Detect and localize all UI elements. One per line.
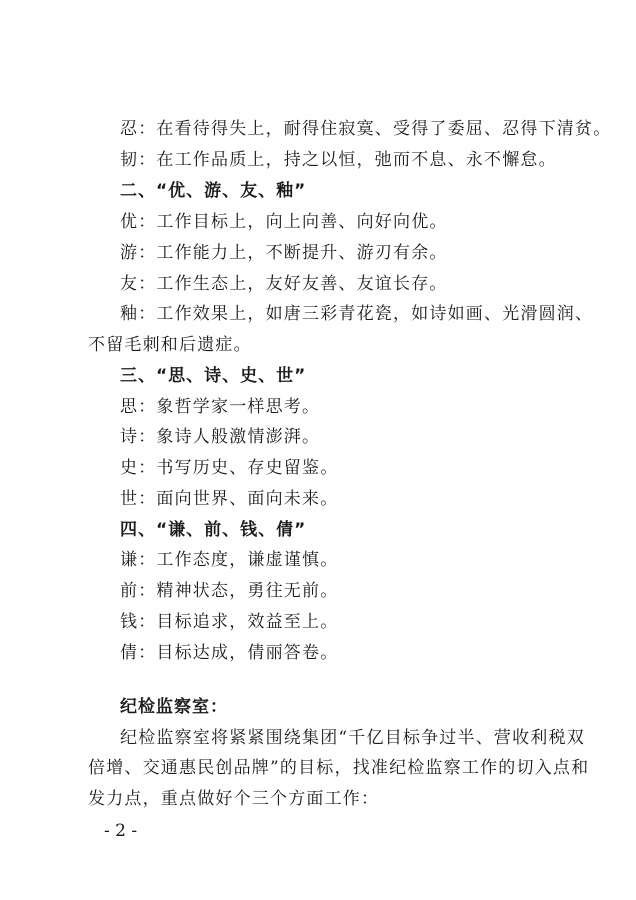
paragraph-line: 纪检监察室将紧紧围绕集团“千亿目标争过半、营收利税双: [120, 728, 585, 748]
paragraph-line: 史：书写历史、存史留鉴。: [120, 458, 339, 478]
paragraph-line: 优：工作目标上，向上向善、向好向优。: [120, 212, 448, 232]
section-heading: 二、“优、游、友、釉”: [120, 181, 307, 201]
paragraph-line: 倍增、交通惠民创品牌”的目标，找准纪检监察工作的切入点和: [88, 758, 590, 778]
section-heading: 三、“思、诗、史、世”: [120, 366, 307, 386]
paragraph-line: 思：象哲学家一样思考。: [120, 397, 321, 417]
paragraph-line: 友：工作生态上，友好友善、友谊长存。: [120, 274, 448, 294]
paragraph-line: 倩：目标达成，倩丽答卷。: [120, 643, 339, 663]
paragraph-line: 钱：目标追求，效益至上。: [120, 612, 339, 632]
page-number: - 2 -: [104, 821, 138, 841]
paragraph-line: 釉：工作效果上，如唐三彩青花瓷，如诗如画、光滑圆润、: [120, 304, 594, 324]
section-heading: 四、“谦、前、钱、倩”: [120, 520, 307, 540]
paragraph-line: 不留毛刺和后遗症。: [88, 335, 252, 355]
paragraph-line: 诗：象诗人般激情澎湃。: [120, 427, 321, 447]
paragraph-line: 世：面向世界、面向未来。: [120, 489, 339, 509]
paragraph-line: 前：精神状态，勇往无前。: [120, 581, 339, 601]
paragraph-line: 韧：在工作品质上，持之以恒，弛而不息、永不懈怠。: [120, 150, 557, 170]
paragraph-line: 谦：工作态度，谦虚谨慎。: [120, 550, 339, 570]
paragraph-line: 发力点，重点做好个三个方面工作：: [88, 789, 380, 809]
section-heading: 纪检监察室：: [120, 697, 228, 717]
paragraph-line: 忍：在看待得失上，耐得住寂寞、受得了委屈、忍得下清贫。: [120, 119, 612, 139]
paragraph-line: 游：工作能力上，不断提升、游刃有余。: [120, 243, 448, 263]
